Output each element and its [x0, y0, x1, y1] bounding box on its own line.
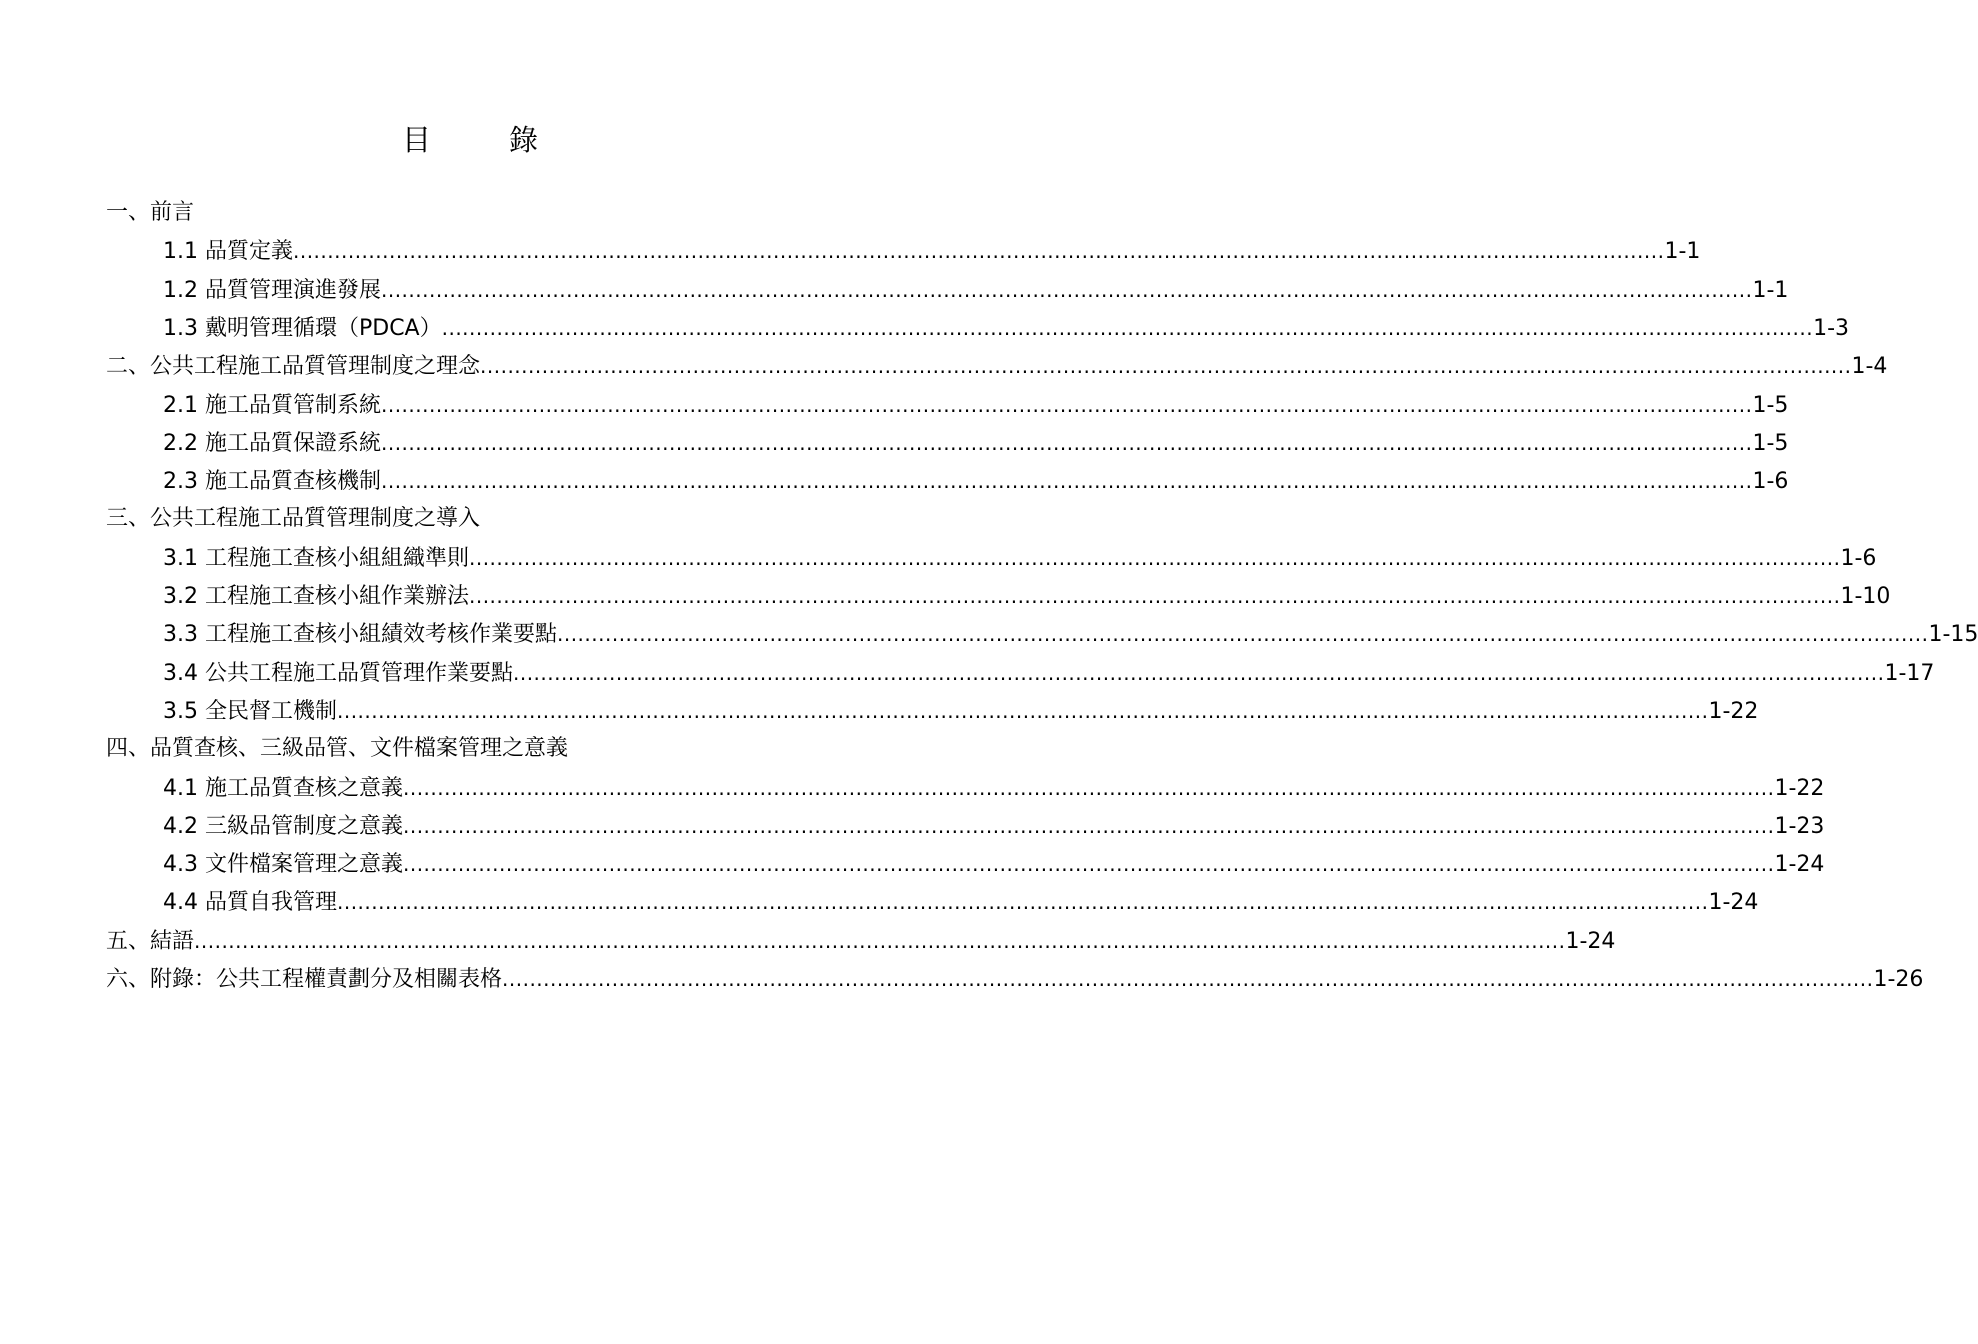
toc-leader-dots: ........................................................................................................................................................................................................ — [380, 277, 1753, 302]
toc-entry-label: 1.2 品質管理演進發展 — [163, 277, 381, 303]
toc-entry-page: 1-6 — [1752, 469, 1789, 495]
toc-leader-dots: ........................................................................................................................................................................................................ — [380, 392, 1753, 417]
toc-entry[interactable] — [106, 960, 1924, 998]
toc-entry[interactable] — [106, 347, 1888, 385]
toc-entry-page: 1-24 — [1565, 928, 1616, 954]
toc-leader-dots: ........................................................................................................................................................................................................ — [402, 852, 1775, 877]
toc-entry-page: 1-6 — [1840, 545, 1877, 571]
toc-entry-page: 1-24 — [1708, 890, 1759, 916]
toc-entry-label: 五、結語 — [106, 928, 195, 954]
toc-entry[interactable] — [163, 769, 1825, 807]
toc-entry-page: 1-1 — [1664, 239, 1701, 265]
toc-leader-dots: ........................................................................................................................................................................................................ — [402, 813, 1775, 838]
toc-leader-dots: ........................................................................................................................................................................................................ — [468, 584, 1841, 608]
toc-entry[interactable] — [106, 194, 194, 232]
toc-entry[interactable] — [163, 539, 1877, 577]
toc-entry-label: 四、品質查核、三級品管、文件檔案管理之意義 — [106, 736, 569, 762]
toc-entry[interactable] — [163, 807, 1825, 845]
toc-entry-label: 2.3 施工品質查核機制 — [163, 469, 381, 495]
toc-entry-label: 六、附錄：公共工程權責劃分及相關表格 — [106, 967, 503, 992]
toc-entry-label: 3.4 公共工程施工品質管理作業要點 — [163, 660, 513, 686]
toc-entry[interactable] — [163, 271, 1789, 309]
title-char-2: 錄 — [509, 123, 539, 157]
toc-entry-label: 3.5 全民督工機制 — [163, 698, 337, 724]
toc-entry[interactable] — [163, 386, 1789, 424]
toc-entry[interactable] — [163, 309, 1850, 347]
toc-entry-page: 1-24 — [1774, 852, 1825, 878]
toc-entry[interactable] — [163, 883, 1759, 921]
toc-entry-page: 1-4 — [1851, 354, 1888, 380]
toc-leader-dots: ........................................................................................................................................................................................................ — [402, 775, 1775, 800]
toc-entry-page: 1-26 — [1873, 967, 1924, 992]
toc-entry-label: 1.3 戴明管理循環（PDCA） — [163, 315, 442, 341]
toc-entry-label: 2.1 施工品質管制系統 — [163, 392, 381, 418]
toc-entry-page: 1-22 — [1708, 698, 1759, 724]
toc-entry-label: 3.3 工程施工查核小組績效考核作業要點 — [163, 622, 557, 648]
title-char-1: 目 — [402, 123, 432, 157]
toc-entry[interactable] — [106, 730, 568, 768]
toc-entry-label: 1.1 品質定義 — [163, 239, 293, 265]
toc-leader-dots: ........................................................................................................................................................................................................ — [512, 660, 1885, 685]
toc-entry-label: 2.2 施工品質保證系統 — [163, 430, 381, 456]
toc-entry-label: 二、公共工程施工品質管理制度之理念 — [106, 354, 481, 380]
toc-leader-dots: ........................................................................................................................................................................................................ — [336, 698, 1709, 723]
toc-leader-dots: ........................................................................................................................................................................................................ — [380, 430, 1753, 455]
toc-entry-label: 4.1 施工品質查核之意義 — [163, 775, 403, 801]
toc-entry-page: 1-23 — [1774, 813, 1825, 839]
toc-entry-page: 1-1 — [1752, 277, 1789, 303]
toc-entry-page: 1-17 — [1884, 660, 1935, 686]
toc-entry[interactable] — [106, 922, 1616, 960]
page-title — [0, 118, 950, 162]
toc-entry[interactable] — [163, 692, 1759, 730]
toc-entry-page: 1-10 — [1840, 584, 1891, 609]
toc-entry[interactable] — [163, 577, 1891, 615]
toc-entry-label: 4.4 品質自我管理 — [163, 890, 337, 916]
toc-leader-dots: ........................................................................................................................................................................................................ — [380, 469, 1753, 494]
toc-entry[interactable] — [163, 845, 1825, 883]
toc-entry-page: 1-3 — [1813, 315, 1850, 341]
toc-leader-dots: ........................................................................................................................................................................................................ — [292, 239, 1665, 264]
toc-entry[interactable] — [163, 615, 1978, 653]
toc-entry-page: 1-5 — [1752, 392, 1789, 418]
toc-leader-dots: ........................................................................................................................................................................................................ — [556, 622, 1929, 647]
toc-leader-dots: ........................................................................................................................................................................................................ — [441, 315, 1814, 340]
toc-entry[interactable] — [163, 232, 1701, 270]
toc-entry-label: 3.2 工程施工查核小組作業辦法 — [163, 584, 469, 609]
toc-leader-dots: ........................................................................................................................................................................................................ — [480, 354, 1852, 379]
toc-entry-label: 3.1 工程施工查核小組組織準則 — [163, 545, 469, 571]
toc-entry-page: 1-22 — [1774, 775, 1825, 801]
toc-leader-dots: ........................................................................................................................................................................................................ — [194, 928, 1566, 953]
toc-entry[interactable] — [163, 462, 1789, 500]
toc-leader-dots: ........................................................................................................................................................................................................ — [502, 967, 1874, 991]
toc-entry-page: 1-15 — [1928, 622, 1978, 648]
toc-entry-label: 4.2 三級品管制度之意義 — [163, 813, 403, 839]
toc-entry[interactable] — [106, 500, 480, 538]
toc-leader-dots: ........................................................................................................................................................................................................ — [336, 890, 1709, 915]
toc-entry-label: 4.3 文件檔案管理之意義 — [163, 852, 403, 878]
toc-leader-dots: ........................................................................................................................................................................................................ — [468, 545, 1841, 570]
toc-entry-page: 1-5 — [1752, 430, 1789, 456]
toc-entry[interactable] — [163, 424, 1789, 462]
toc-entry[interactable] — [163, 654, 1935, 692]
toc-entry-label: 三、公共工程施工品質管理制度之導入 — [106, 506, 481, 532]
toc-entry-label: 一、前言 — [106, 200, 195, 225]
